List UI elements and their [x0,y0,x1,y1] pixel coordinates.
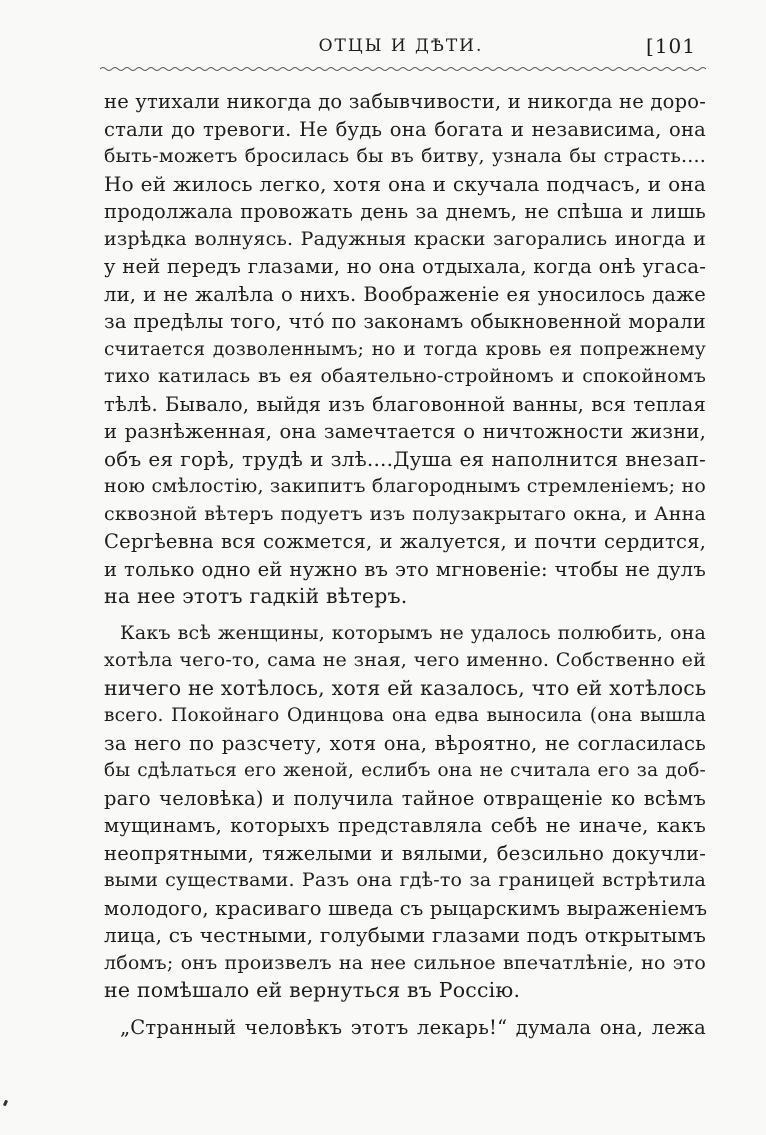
text-line: раго человѣка) и получила тайное отвращеніе ко всѣмъ [104,786,706,810]
text-line: неопрятными, тяжелыми и вялыми, безсильно докучли- [104,841,706,865]
running-head [96,34,706,74]
text-line: и только одно ей нужно въ это мгновеніе: чтобы не дулъ [104,557,706,581]
text-line: стали до тревоги. Не будь она богата и независима, она [104,117,706,141]
text-line: не помѣшало ей вернуться въ Россію. [104,978,521,1002]
text-line: считается дозволеннымъ; но и тогда кровь ея попрежнему [104,338,706,360]
header-ornament-rule [100,66,706,72]
text-line: всего. Покойнаго Одинцова она едва выносила (она вышла [104,705,706,726]
text-line: „Странный человѣкъ этотъ лекарь!“ думала она, лежа [120,1015,706,1039]
text-line: ничего не хотѣлось, хотя ей казалось, что ей хотѣлось [104,675,707,700]
text-line: молодого, красиваго шведа съ рыцарскимъ выраженіемъ [104,896,708,920]
text-line: лица, съ честными, голубыми глазами подъ открытымъ [104,923,706,947]
paragraph-gap [104,611,706,620]
text-line: хотѣла чего-то, сама не зная, чего именно. Собственно ей [104,649,706,671]
text-line: тѣлѣ. Бывало, выйдя изъ благовонной ванны, вся теплая [104,392,706,416]
wavy-rule-icon [100,66,706,72]
text-line: Но ей жилось легко, хотя она и скучала подчасъ, и она [104,171,706,196]
text-line: Какъ всѣ женщины, которымъ не удалось полюбить, она [120,621,706,644]
text-line: мущинамъ, которыхъ представляла себѣ не иначе, какъ [104,814,706,837]
text-line: выми существами. Разъ она гдѣ-то за границей встрѣтила [104,869,706,891]
paragraph-gap [104,1005,706,1014]
text-line: за предѣлы того, что́ по законамъ обыкновенной морали [104,310,706,333]
page-number: [101 [646,34,696,58]
text-line: Сергѣевна вся сожмется, и жалуется, и почти сердится, [104,530,706,553]
text-line: ною смѣлостію, закипитъ благороднымъ стремленіемъ; но [104,475,706,497]
text-line: бы сдѣлаться его женой, еслибъ она не считала его за доб- [104,760,706,781]
text-line: на нее этотъ гадкій вѣтеръ. [104,584,408,608]
text-line: не утихали никогда до забывчивости, и никогда не доро- [104,90,706,113]
text-line: тихо катилась въ ея обаятельно-стройномъ и спокойномъ [104,365,706,387]
text-line: продолжала провожать день за днемъ, не спѣша и лишь [104,200,706,223]
text-line: за него по разсчету, хотя она, вѣроятно, не согласилась [104,731,706,755]
text-line: и разнѣженная, она замечтается о ничтожности жизни, [104,420,706,443]
text-line: сквозной вѣтеръ подуетъ изъ полузакрытаго окна, и Анна [104,502,706,525]
text-line: ли, и не жалѣла о нихъ. Воображеніе ея уносилось даже [104,282,706,306]
ink-speck [3,1100,8,1107]
text-line: быть-можетъ бросилась бы въ битву, узнала бы страсть.... [104,145,706,167]
text-line: объ ея горѣ, трудѣ и злѣ....Душа ея наполнится внезап- [104,446,706,471]
text-line: лбомъ; онъ произвелъ на нее сильное впечатлѣніе, но это [104,951,706,974]
text-line: у ней передъ глазами, но она отдыхала, когда онѣ угаса- [104,255,706,278]
running-title: ОТЦЫ И ДѢТИ. [318,36,484,56]
text-line: изрѣдка волнуясь. Радужныя краски загорались иногда и [104,227,706,250]
body-text [104,88,706,1041]
